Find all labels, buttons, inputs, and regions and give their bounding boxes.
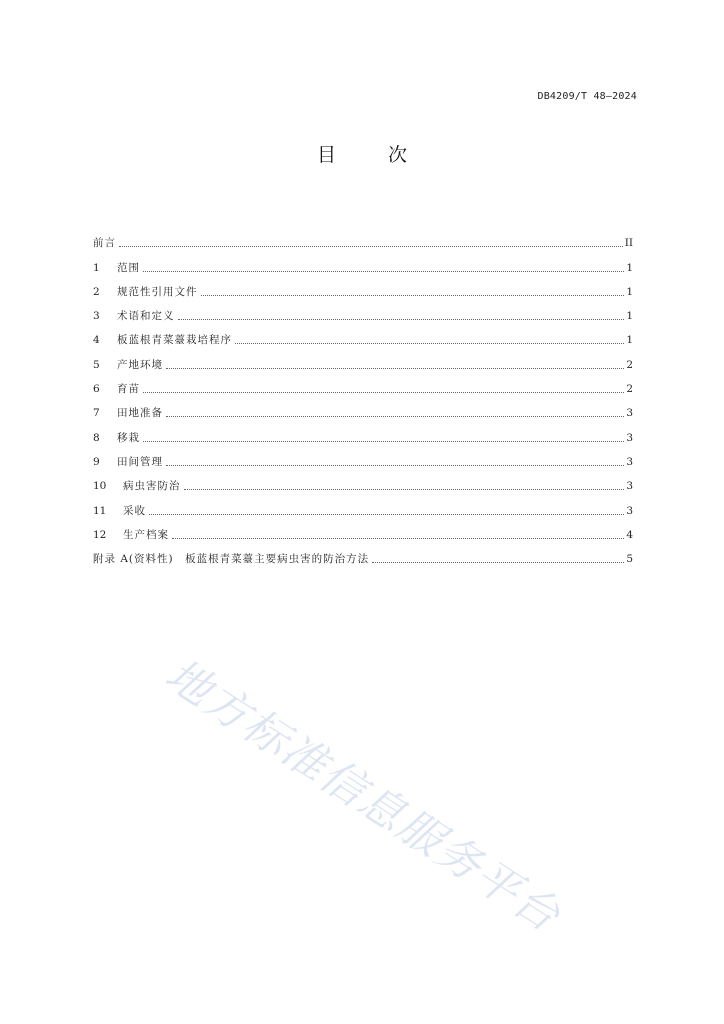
toc-entry-page: 3 <box>626 431 633 444</box>
toc-entry-1[interactable] <box>93 250 633 274</box>
toc-entry-9[interactable] <box>93 445 633 469</box>
toc-leader-dots <box>143 271 624 272</box>
toc-leader-dots <box>119 246 623 247</box>
toc-entry-number: 3 <box>93 310 100 323</box>
toc-entry-5[interactable] <box>93 347 633 371</box>
toc-entry-number: 2 <box>93 285 100 298</box>
toc-entry-label: 采收 <box>123 504 146 517</box>
toc-entry-4[interactable] <box>93 323 633 347</box>
toc-entry-number: 12 <box>93 528 107 541</box>
table-of-contents <box>93 226 633 566</box>
toc-leader-dots <box>143 441 624 442</box>
toc-entry-11[interactable] <box>93 493 633 517</box>
toc-entry-8[interactable] <box>93 420 633 444</box>
toc-entry-number: 1 <box>93 261 100 274</box>
toc-leader-dots <box>172 538 624 539</box>
toc-entry-label: 生产档案 <box>123 528 169 541</box>
toc-entry-foreword[interactable] <box>93 226 633 250</box>
toc-leader-dots <box>184 489 625 490</box>
toc-leader-dots <box>166 416 624 417</box>
toc-entry-number: 9 <box>93 455 100 468</box>
toc-entry-label: 术语和定义 <box>117 310 175 323</box>
toc-leader-dots <box>235 343 624 344</box>
toc-entry-label: 规范性引用文件 <box>117 285 198 298</box>
toc-entry-number: 6 <box>93 383 100 396</box>
toc-entry-page: 3 <box>626 480 633 493</box>
toc-entry-6[interactable] <box>93 372 633 396</box>
toc-entry-number: 5 <box>93 358 100 371</box>
toc-entry-number: 10 <box>93 480 107 493</box>
toc-entry-page: 1 <box>626 334 633 347</box>
toc-entry-page: 3 <box>626 455 633 468</box>
toc-entry-appendix-a[interactable] <box>93 542 633 566</box>
toc-entry-page: II <box>624 237 633 250</box>
toc-entry-number: 11 <box>93 504 107 517</box>
toc-leader-dots <box>149 514 624 515</box>
toc-entry-page: 2 <box>626 383 633 396</box>
toc-entry-label: 产地环境 <box>117 358 163 371</box>
toc-entry-3[interactable] <box>93 299 633 323</box>
toc-leader-dots <box>372 562 624 563</box>
toc-leader-dots <box>166 368 624 369</box>
toc-entry-page: 1 <box>626 285 633 298</box>
toc-entry-page: 2 <box>626 358 633 371</box>
toc-entry-label: 范围 <box>117 261 140 274</box>
toc-entry-page: 3 <box>626 504 633 517</box>
toc-leader-dots <box>143 392 624 393</box>
toc-entry-label: 田地准备 <box>117 407 163 420</box>
toc-entry-7[interactable] <box>93 396 633 420</box>
toc-entry-number: 7 <box>93 407 100 420</box>
toc-entry-label: 附录 A(资料性) 板蓝根青菜薹主要病虫害的防治方法 <box>93 553 370 566</box>
toc-entry-page: 5 <box>626 553 633 566</box>
toc-leader-dots <box>178 319 625 320</box>
toc-entry-10[interactable] <box>93 469 633 493</box>
document-code: DB4209/T 48—2024 <box>537 91 637 102</box>
toc-entry-page: 1 <box>626 310 633 323</box>
toc-entry-page: 3 <box>626 407 633 420</box>
toc-entry-label: 田间管理 <box>117 455 163 468</box>
toc-entry-2[interactable] <box>93 275 633 299</box>
toc-entry-label: 板蓝根青菜薹栽培程序 <box>117 334 232 347</box>
toc-entry-label: 移栽 <box>117 431 140 444</box>
toc-entry-number: 8 <box>93 431 100 444</box>
watermark: 地方标准信息服务平台 <box>156 649 570 943</box>
toc-entry-label: 育苗 <box>117 383 140 396</box>
toc-entry-12[interactable] <box>93 518 633 542</box>
toc-title: 目次 <box>316 144 459 166</box>
toc-entry-page: 1 <box>626 261 633 274</box>
toc-entry-page: 4 <box>626 528 633 541</box>
toc-leader-dots <box>201 295 625 296</box>
toc-entry-number: 4 <box>93 334 100 347</box>
toc-entry-label: 病虫害防治 <box>123 480 181 493</box>
toc-leader-dots <box>166 465 624 466</box>
toc-entry-label: 前言 <box>93 237 116 250</box>
